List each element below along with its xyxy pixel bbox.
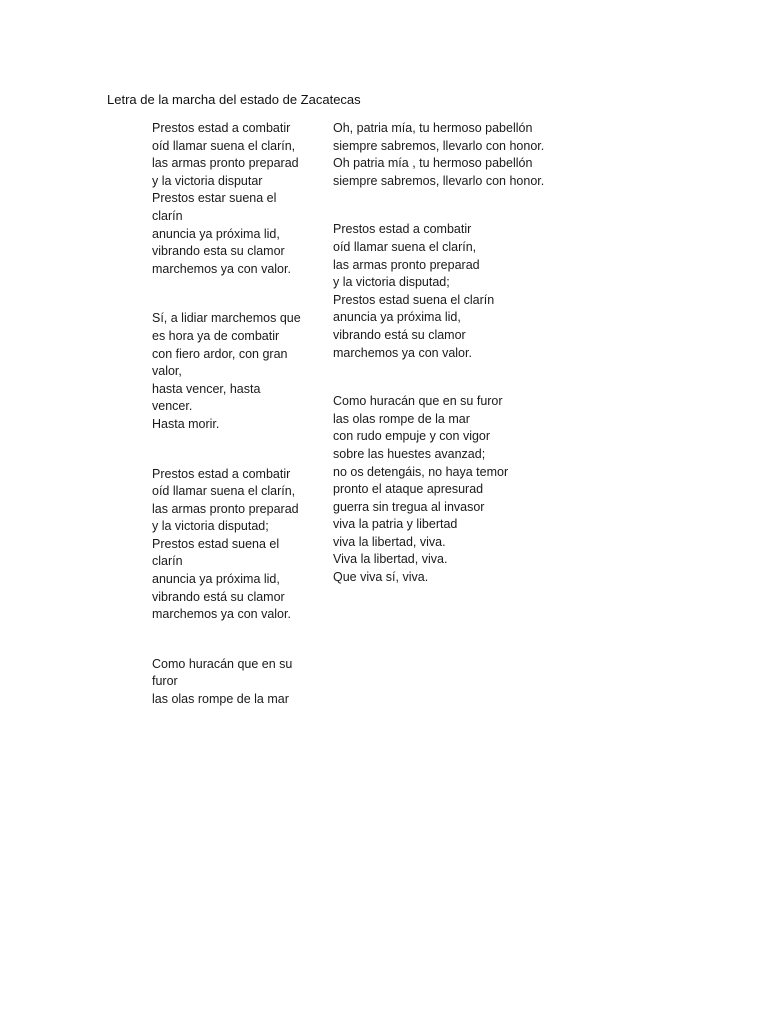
lyric-line: marchemos ya con valor.: [152, 261, 291, 276]
stanza-right-2: [333, 221, 573, 362]
document-title: Letra de la marcha del estado de Zacatecas: [107, 92, 361, 107]
lyric-line: Oh patria mía , tu hermoso pabellón: [333, 156, 533, 171]
lyric-line: anuncia ya próxima lid,: [152, 226, 280, 241]
lyric-line: anuncia ya próxima lid,: [152, 572, 280, 587]
lyric-line: Oh, patria mía, tu hermoso pabellón: [333, 121, 533, 135]
lyric-line: Prestos estad a combatir: [152, 466, 291, 481]
stanza-left-2: [152, 310, 302, 433]
lyric-line: vibrando está su clamor: [333, 327, 466, 342]
lyric-line: oíd llamar suena el clarín,: [333, 239, 477, 254]
lyric-line: Como huracán que en su furor: [333, 394, 503, 409]
lyric-line: Viva la libertad, viva.: [333, 552, 448, 567]
lyric-line: vibrando esta su clamor: [152, 244, 285, 259]
lyric-line: las armas pronto preparad: [333, 257, 480, 272]
stanza-left-1: [152, 120, 302, 278]
lyric-line: sobre las huestes avanzad;: [333, 446, 486, 461]
lyric-line: guerra sin tregua al invasor: [333, 499, 485, 514]
lyric-line: oíd llamar suena el clarín,: [152, 138, 296, 153]
lyric-line: las olas rompe de la mar: [333, 411, 470, 426]
stanza-right-1: [333, 120, 573, 190]
lyric-line: anuncia ya próxima lid,: [333, 310, 461, 325]
lyric-line: Hasta morir.: [152, 416, 220, 431]
lyric-line: hasta vencer, hasta vencer.: [152, 381, 261, 414]
lyric-line: marchemos ya con valor.: [152, 607, 291, 622]
lyric-line: las olas rompe de la mar: [152, 692, 289, 707]
lyric-line: las armas pronto preparad: [152, 501, 299, 516]
lyric-line: y la victoria disputad;: [152, 519, 269, 534]
lyric-line: Prestos estad suena el clarín: [152, 536, 280, 569]
lyric-line: con rudo empuje y con vigor: [333, 429, 491, 444]
lyric-line: siempre sabremos, llevarlo con honor.: [333, 173, 545, 188]
lyric-line: con fiero ardor, con gran valor,: [152, 346, 288, 379]
right-column: [333, 120, 573, 587]
lyric-line: Sí, a lidiar marchemos que es hora ya de combatir: [152, 311, 301, 343]
lyric-line: Prestos estad a combatir: [152, 121, 291, 135]
lyric-line: Prestos estad suena el clarín: [333, 292, 495, 307]
stanza-left-3: [152, 466, 302, 624]
stanza-left-4: [152, 656, 302, 709]
lyric-line: las armas pronto preparad: [152, 156, 299, 171]
lyric-line: vibrando está su clamor: [152, 589, 285, 604]
lyric-line: viva la libertad, viva.: [333, 534, 446, 549]
left-column: [152, 120, 302, 709]
lyric-line: pronto el ataque apresurad: [333, 482, 484, 497]
lyric-line: Prestos estar suena el clarín: [152, 191, 277, 223]
lyric-line: oíd llamar suena el clarín,: [152, 484, 296, 499]
lyric-line: y la victoria disputar: [152, 173, 263, 188]
lyric-line: viva la patria y libertad: [333, 517, 458, 532]
lyric-line: siempre sabremos, llevarlo con honor.: [333, 138, 545, 153]
lyric-line: y la victoria disputad;: [333, 275, 450, 290]
lyric-line: no os detengáis, no haya temor: [333, 464, 509, 479]
stanza-right-3: [333, 393, 573, 587]
lyric-line: Prestos estad a combatir: [333, 222, 472, 237]
lyric-line: Que viva sí, viva.: [333, 570, 429, 585]
lyric-line: marchemos ya con valor.: [333, 345, 472, 360]
lyric-line: Como huracán que en su furor: [152, 656, 293, 689]
